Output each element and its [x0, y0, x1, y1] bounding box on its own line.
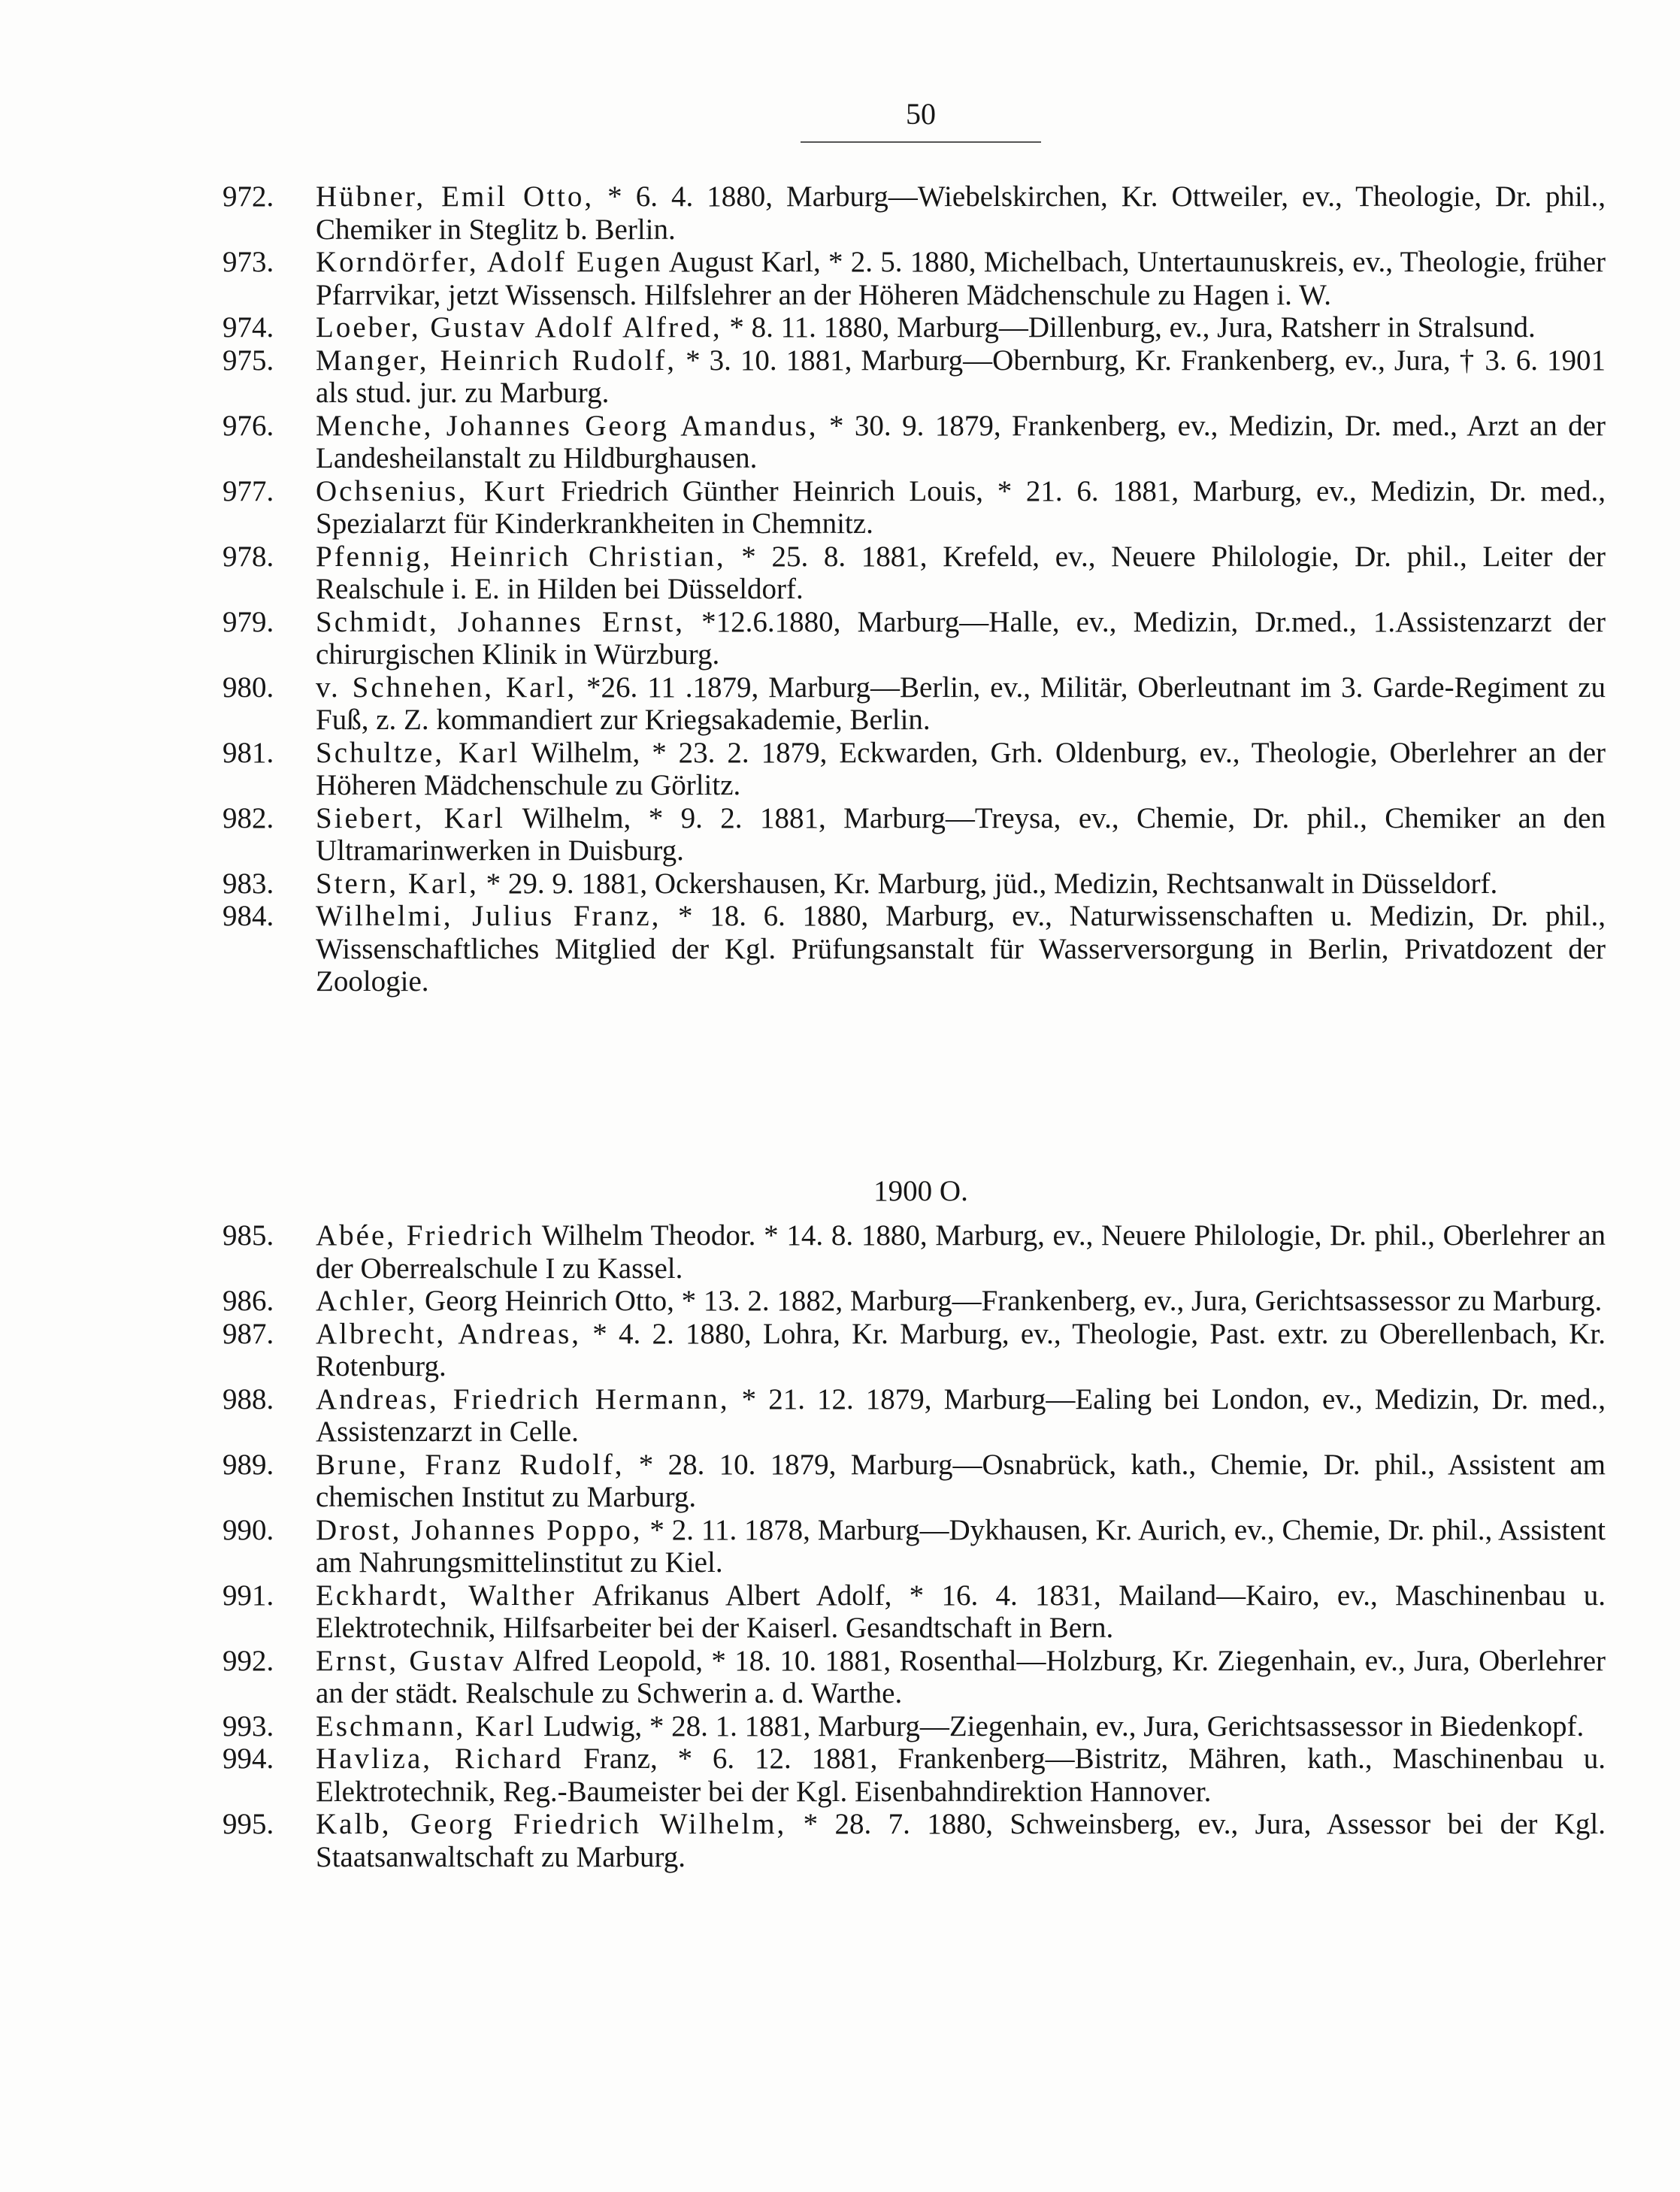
page-number: 50 — [906, 97, 936, 131]
entry-list-bottom — [222, 1219, 1606, 1873]
entry-text: Friedrich Günther Heinrich Louis, * 21. 6. 1881, Marburg, ev., Medizin, Dr. med., Spezialarzt für Kinderkrankheiten in Chemnitz. — [316, 474, 1606, 540]
entry-number: 989. — [222, 1448, 274, 1481]
entry-number: 995. — [222, 1808, 274, 1840]
entry-name: Eckhardt, Walther — [316, 1579, 577, 1612]
entry-text: Wilhelm, * 9. 2. 1881, Marburg—Treysa, ev., Chemie, Dr. phil., Chemiker an den Ultramarinwerken in Duisburg. — [316, 801, 1606, 867]
list-item — [222, 737, 1606, 802]
list-item — [222, 344, 1606, 410]
entry-number: 987. — [222, 1317, 274, 1350]
list-item — [222, 802, 1606, 867]
entry-number: 976. — [222, 409, 274, 442]
list-item — [222, 1383, 1606, 1449]
entry-text: * 6. 4. 1880, Marburg—Wiebelskirchen, Kr. Ottweiler, ev., Theologie, Dr. phil., Chemiker in Steglitz b. Berlin. — [316, 180, 1606, 246]
list-item — [222, 1449, 1606, 1514]
entry-text: *12.6.1880, Marburg—Halle, ev., Medizin, Dr.med., 1.Assistenzarzt der chirurgischen Klinik in Würzburg. — [316, 605, 1606, 671]
entry-name: Siebert, Karl — [316, 801, 505, 834]
list-item — [222, 900, 1606, 998]
list-item — [222, 606, 1606, 671]
entry-name: Andreas, Friedrich Hermann, — [316, 1382, 730, 1415]
entry-name: Albrecht, Andreas, — [316, 1317, 581, 1350]
entry-text: Alfred Leopold, * 18. 10. 1881, Rosenthal—Holzburg, Kr. Ziegenhain, ev., Jura, Oberlehrer an der städt. Realschule zu Schwerin a. d. Warthe. — [316, 1644, 1606, 1709]
entry-name: Loeber, Gustav Adolf Alfred, — [316, 311, 722, 344]
entry-number: 984. — [222, 900, 274, 932]
entry-name: Manger, Heinrich Rudolf, — [316, 344, 677, 377]
entry-name: Eschmann, Karl — [316, 1709, 537, 1742]
entry-text: Franz, * 6. 12. 1881, Frankenberg—Bistritz, Mähren, kath., Maschinenbau u. Elektrotechnik, Reg.-Baumeister bei der Kgl. Eisenbahndirektion Hannover. — [316, 1742, 1606, 1808]
entry-text: * 28. 10. 1879, Marburg—Osnabrück, kath., Chemie, Dr. phil., Assistent am chemischen Institut zu Marburg. — [316, 1448, 1606, 1513]
entry-name: Havliza, Richard — [316, 1742, 564, 1775]
entry-number: 992. — [222, 1644, 274, 1677]
entry-text: * 30. 9. 1879, Frankenberg, ev., Medizin, Dr. med., Arzt an der Landesheilanstalt zu Hildburghausen. — [316, 409, 1606, 474]
entry-name: Schmidt, Johannes Ernst, — [316, 605, 686, 638]
entry-number: 975. — [222, 344, 274, 377]
entry-number: 973. — [222, 246, 274, 278]
entry-number: 978. — [222, 540, 274, 573]
section-heading: 1900 O. — [873, 1175, 968, 1207]
list-item — [222, 1645, 1606, 1710]
entry-number: 983. — [222, 867, 274, 900]
entry-name: Korndörfer, Adolf Eugen — [316, 246, 663, 278]
entry-number: 988. — [222, 1382, 274, 1415]
list-item — [222, 410, 1606, 475]
entry-number: 972. — [222, 180, 274, 213]
entry-text: Afrikanus Albert Adolf, * 16. 4. 1831, Mailand—Kairo, ev., Maschinenbau u. Elektrotechnik, Hilfsarbeiter bei der Kaiserl. Gesandtschaft in Bern. — [316, 1579, 1606, 1644]
entry-text: *26. 11 .1879, Marburg—Berlin, ev., Militär, Oberleutnant im 3. Garde-Regiment zu Fuß, z. Z. kommandiert zur Kriegsakademie, Berlin. — [316, 671, 1606, 736]
entry-name: Schultze, Karl — [316, 736, 520, 769]
entry-number: 994. — [222, 1742, 274, 1775]
entry-text: Wilhelm, * 23. 2. 1879, Eckwarden, Grh. Oldenburg, ev., Theologie, Oberlehrer an der Höheren Mädchenschule zu Görlitz. — [316, 736, 1606, 801]
entry-name: Wilhelmi, Julius Franz, — [316, 900, 661, 932]
list-item — [222, 180, 1606, 246]
entry-text: * 2. 11. 1878, Marburg—Dykhausen, Kr. Aurich, ev., Chemie, Dr. phil., Assistent am Nahrungsmittelinstitut zu Kiel. — [316, 1513, 1606, 1579]
list-item — [222, 1219, 1606, 1285]
list-item — [222, 475, 1606, 540]
entry-text: * 4. 2. 1880, Lohra, Kr. Marburg, ev., Theologie, Past. extr. zu Oberellenbach, Kr. Rotenburg. — [316, 1317, 1606, 1382]
entry-list-top — [222, 180, 1606, 998]
entry-name: Menche, Johannes Georg Amandus, — [316, 409, 819, 442]
list-item — [222, 246, 1606, 311]
list-item — [222, 1579, 1606, 1645]
entry-number: 991. — [222, 1579, 274, 1612]
entry-name: Stern, Karl, — [316, 867, 479, 900]
entry-text: Georg Heinrich Otto, * 13. 2. 1882, Marburg—Frankenberg, ev., Jura, Gerichtsassessor zu Marburg. — [417, 1285, 1603, 1317]
entry-number: 974. — [222, 311, 274, 344]
entry-text: August Karl, * 2. 5. 1880, Michelbach, Untertaunuskreis, ev., Theologie, früher Pfarrvikar, jetzt Wissensch. Hilfslehrer an der Höheren Mädchenschule zu Hagen i. W. — [316, 246, 1606, 311]
entry-number: 986. — [222, 1285, 274, 1317]
list-item — [222, 1742, 1606, 1808]
list-item — [222, 867, 1606, 901]
entry-name: Hübner, Emil Otto, — [316, 180, 595, 213]
entry-text: * 8. 11. 1880, Marburg—Dillenburg, ev., Jura, Ratsherr in Stralsund. — [722, 311, 1536, 344]
entry-text: * 18. 6. 1880, Marburg, ev., Naturwissenschaften u. Medizin, Dr. phil., Wissenschaftliches Mitglied der Kgl. Prüfungsanstalt für Wasserversorgung in Berlin, Privatdozent der Zoologie. — [316, 900, 1606, 998]
list-item — [222, 1710, 1606, 1743]
entry-text: Ludwig, * 28. 1. 1881, Marburg—Ziegenhain, ev., Jura, Gerichtsassessor in Biedenkopf. — [536, 1709, 1585, 1742]
entry-text: * 21. 12. 1879, Marburg—Ealing bei London, ev., Medizin, Dr. med., Assistenzarzt in Celle. — [316, 1382, 1606, 1448]
entry-number: 990. — [222, 1513, 274, 1546]
entry-name: Abée, Friedrich — [316, 1219, 534, 1252]
list-item — [222, 1808, 1606, 1873]
entry-name: Drost, Johannes Poppo, — [316, 1513, 643, 1546]
entry-number: 981. — [222, 736, 274, 769]
entry-name: Pfennig, Heinrich Christian, — [316, 540, 726, 573]
header-rule — [801, 141, 1041, 143]
entry-name: v. Schnehen, Karl, — [316, 671, 577, 704]
list-item — [222, 1514, 1606, 1579]
entry-number: 979. — [222, 605, 274, 638]
entry-text: * 29. 9. 1881, Ockershausen, Kr. Marburg, jüd., Medizin, Rechtsanwalt in Düsseldorf. — [478, 867, 1498, 900]
entry-text: * 25. 8. 1881, Krefeld, ev., Neuere Philologie, Dr. phil., Leiter der Realschule i. E. in Hilden bei Düsseldorf. — [316, 540, 1606, 605]
entry-name: Ochsenius, Kurt — [316, 474, 547, 507]
entry-name: Ernst, Gustav — [316, 1644, 506, 1677]
entry-text: * 3. 10. 1881, Marburg—Obernburg, Kr. Frankenberg, ev., Jura, † 3. 6. 1901 als stud. jur. zu Marburg. — [316, 344, 1606, 409]
entry-text: Wilhelm Theodor. * 14. 8. 1880, Marburg, ev., Neuere Philologie, Dr. phil., Oberlehrer an der Oberrealschule I zu Kassel. — [316, 1219, 1606, 1285]
list-item — [222, 311, 1606, 344]
list-item — [222, 540, 1606, 606]
entry-number: 977. — [222, 474, 274, 507]
list-item — [222, 671, 1606, 737]
list-item — [222, 1318, 1606, 1383]
entry-number: 982. — [222, 801, 274, 834]
list-item — [222, 1285, 1606, 1318]
entry-number: 993. — [222, 1709, 274, 1742]
entry-name: Brune, Franz Rudolf, — [316, 1448, 625, 1481]
entry-name: Kalb, Georg Friedrich Wilhelm, — [316, 1808, 787, 1840]
entry-number: 980. — [222, 671, 274, 704]
entry-name: Achler, — [316, 1285, 418, 1317]
entry-number: 985. — [222, 1219, 274, 1252]
entry-text: * 28. 7. 1880, Schweinsberg, ev., Jura, Assessor bei der Kgl. Staatsanwaltschaft zu Marburg. — [316, 1808, 1606, 1873]
